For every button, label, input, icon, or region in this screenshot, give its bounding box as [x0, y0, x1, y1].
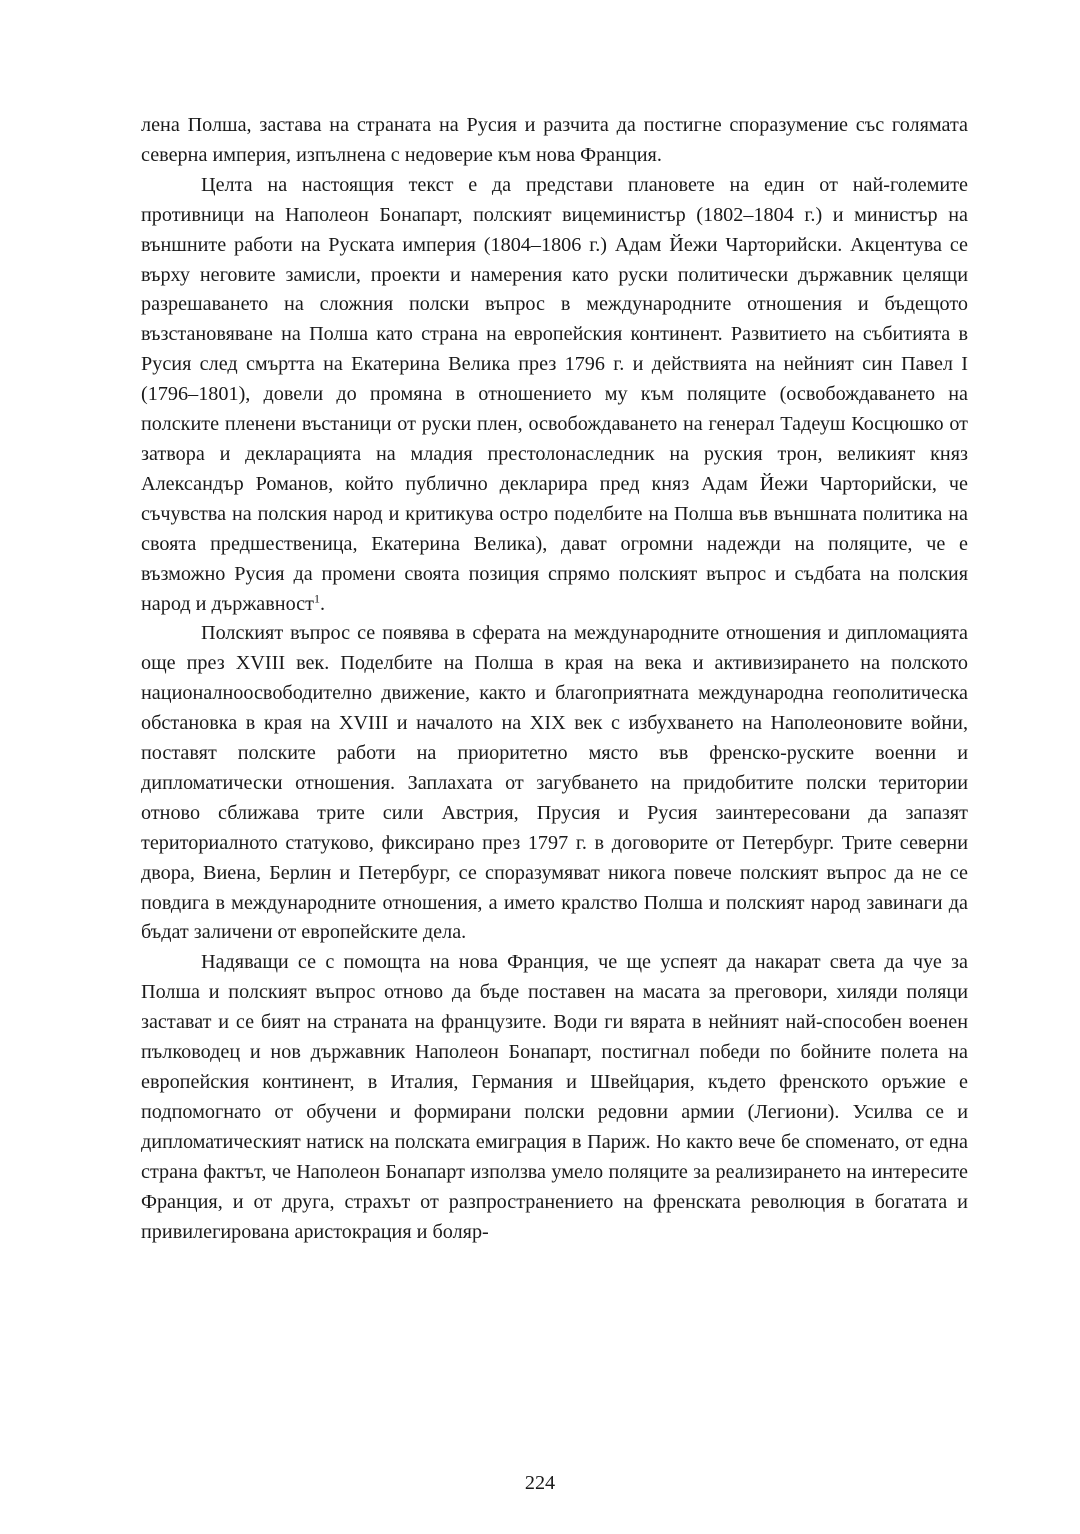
paragraph-4: Надяващи се с помощта на нова Франция, че ще успеят да накарат света да чуе за Полша и полският въпрос отново да бъде поставен на масата за преговори, хиляди поляци застават и се бият на страната на французите. Води ги вярата в нейният най-способен военен пълководец и нов държавник Наполеон Бонапарт, постигнал победи по бойните полета на европейския континент, в Италия, Германия и Швейцария, където френското оръжие е подпомогнато от обучени и формирани полски редовни армии (Легиони). Усилва се и дипломатическият натиск на полската емиграция в Париж. Но както вече бе споменато, от една страна фактът, че Наполеон Бонапарт използва умело поляците за реализирането на интересите Франция, и от друга, страхът от разпространението на френската революция в богатата и привилегирована аристокрация и боляр-: [141, 951, 968, 1243]
footnote-marker: 1: [313, 590, 320, 605]
paragraph-2-text: Целта на настоящия текст е да представи плановете на един от най-големите противници на Наполеон Бонапарт, полският вицеминистър (1802–1804 г.) и министър на външните работи на Руската империя (1804–1806 г.) Адам Йежи Чарторийски. Акцентува се върху неговите замисли, проекти и намерения като руски политически държавник целящи разрешаването на сложния полски въпрос в международните отношения и бъдещото възстановяване на Полша като страна на европейския континент. Развитието на събитията в Русия след смъртта на Екатерина Велика през 1796 г. и действията на нейният син Павел I (1796–1801), довели до промяна в отношението му към поляците (освобождаването на полските пленени въстаници от руски плен, освобождаването на генерал Тадеуш Косцюшко от затвора и декларацията на младия престолонаследник на руския трон, великият княз Александър Романов, който публично декларира пред княз Адам Йежи Чарторийски, че съчувства на полския народ и критикува остро поделбите на Полша във външната политика на своята предшественица, Екатерина Велика), дават огромни надежди на поляците, че е възможно Русия да промени своята позиция спрямо полският въпрос и съдбата на полския народ и държавност: [141, 173, 968, 615]
page-number: 224: [524, 1472, 556, 1494]
page-body: [141, 111, 968, 1247]
paragraph-3: Полският въпрос се появява в сферата на международните отношения и дипломацията още през XVIII век. Поделбите на Полша в края на века и активизирането на полското националноосвободително движение, както и благоприятната международна геополитическа обстановка в края на XVIII и началото на XIX век с избухването на Наполеоновите войни, поставят полските работи на приоритетно място във френско-руските военни и дипломатически отношения. Заплахата от загубването на придобитите полски територии отново сближава трите сили Австрия, Прусия и Русия заинтересовани да запазят териториалното статуково, фиксирано през 1797 г. в договорите от Петербург. Трите северни двора, Виена, Берлин и Петербург, се споразумяват никога повече полският въпрос да не се повдига в международните отношения, а името кралство Полша и полският народ завинаги да бъдат заличени от европейските дела.: [141, 622, 968, 944]
paragraph-2: [141, 171, 968, 620]
paragraph-2-tail: .: [319, 592, 326, 615]
paragraph-1: лена Полша, застава на страната на Русия и разчита да постигне споразумение със голямата северна империя, изпълнена с недоверие към нова Франция.: [141, 114, 968, 166]
